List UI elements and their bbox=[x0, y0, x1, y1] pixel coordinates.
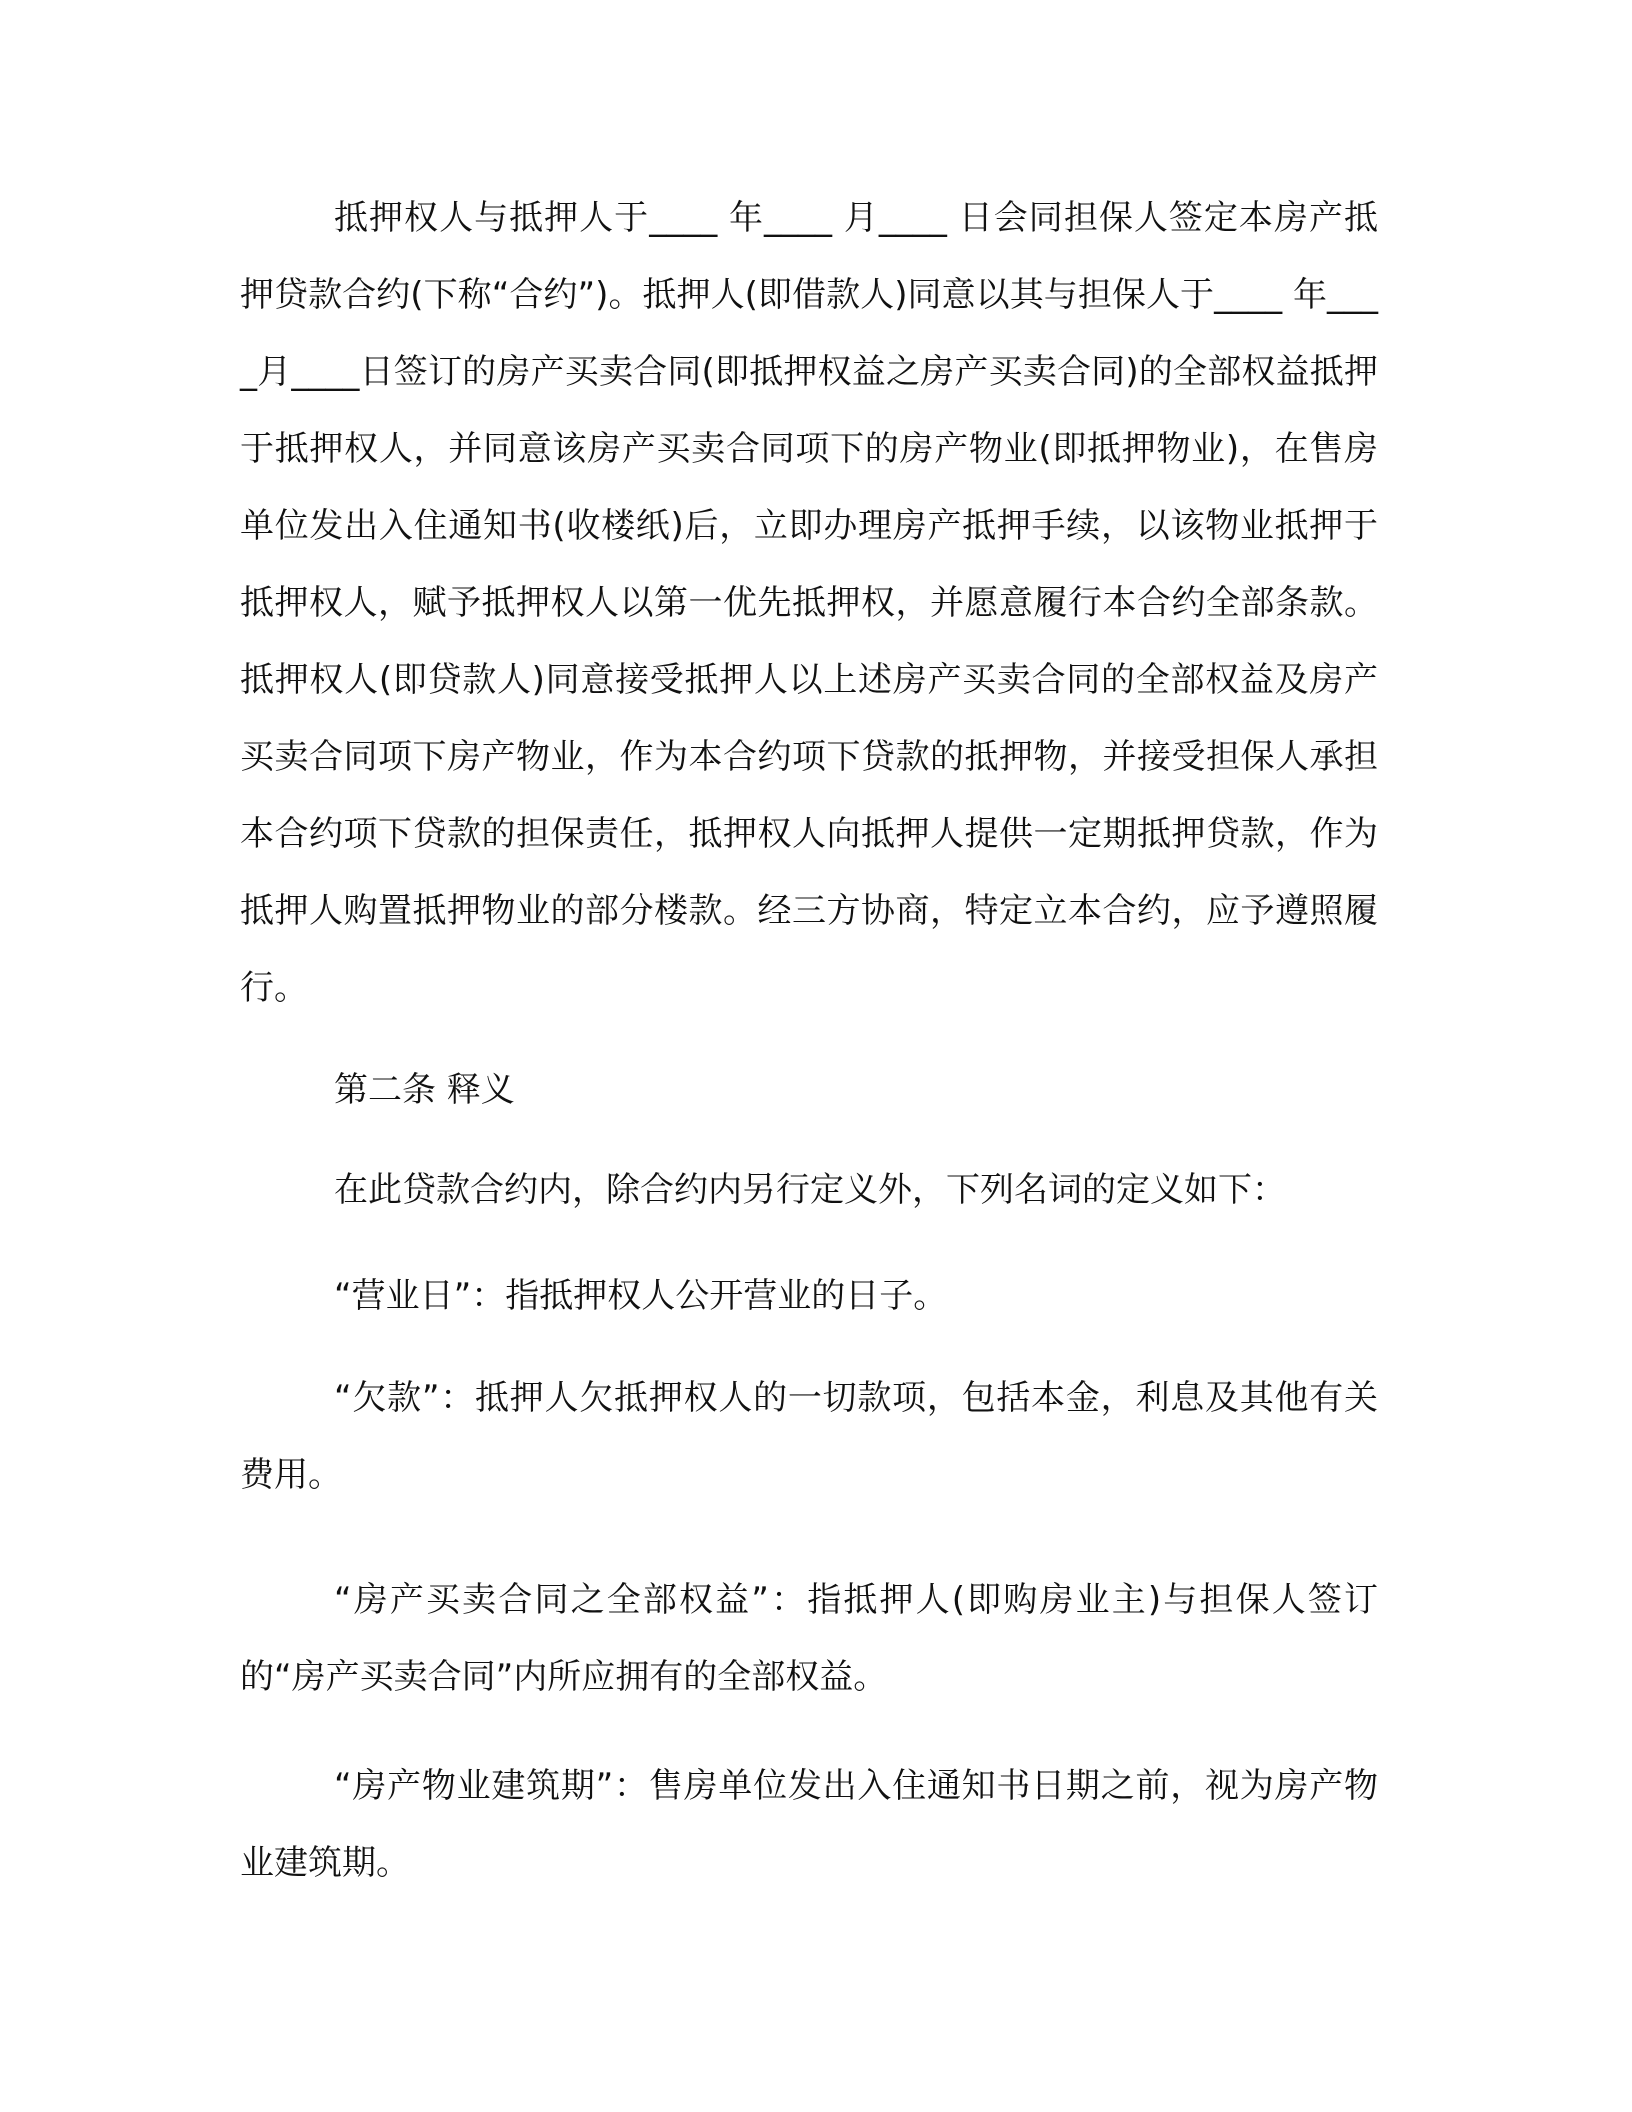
definition-construction-period: “房产物业建筑期”：售房单位发出入住通知书日期之前，视为房产物业建筑期。 bbox=[240, 1766, 1378, 1883]
definition-debt: “欠款”：抵押人欠抵押权人的一切款项，包括本金，利息及其他有关费用。 bbox=[240, 1378, 1378, 1495]
article-two-heading: 第二条 释义 bbox=[334, 1070, 515, 1110]
contract-preamble-paragraph: 抵押权人与抵押人于____ 年____ 月____ 日会同担保人签定本房产抵押贷款合约(下称“合约”)。抵押人(即借款人)同意以其与担保人于____ 年____月____日签订的房产买卖合同(即抵押权益之房产买卖合同)的全部权益抵押于抵押权人，并同意该房产买卖合同项下的房产物业(即抵押物业)，在售房单位发出入住通知书(收楼纸)后，立即办理房产抵押手续，以该物业抵押于抵押权人，赋予抵押权人以第一优先抵押权，并愿意履行本合约全部条款。抵押权人(即贷款人)同意接受抵押人以上述房产买卖合同的全部权益及房产买卖合同项下房产物业，作为本合约项下贷款的抵押物，并接受担保人承担本合约项下贷款的担保责任，抵押权人向抵押人提供一定期抵押贷款，作为抵押人购置抵押物业的部分楼款。经三方协商，特定立本合约，应予遵照履行。 bbox=[240, 198, 1378, 1008]
definition-business-day: “营业日”：指抵押权人公开营业的日子。 bbox=[334, 1276, 948, 1316]
definition-contract-rights: “房产买卖合同之全部权益”：指抵押人(即购房业主)与担保人签订的“房产买卖合同”内所应拥有的全部权益。 bbox=[240, 1580, 1378, 1697]
definitions-intro-paragraph: 在此贷款合约内，除合约内另行定义外，下列名词的定义如下： bbox=[334, 1170, 1286, 1210]
